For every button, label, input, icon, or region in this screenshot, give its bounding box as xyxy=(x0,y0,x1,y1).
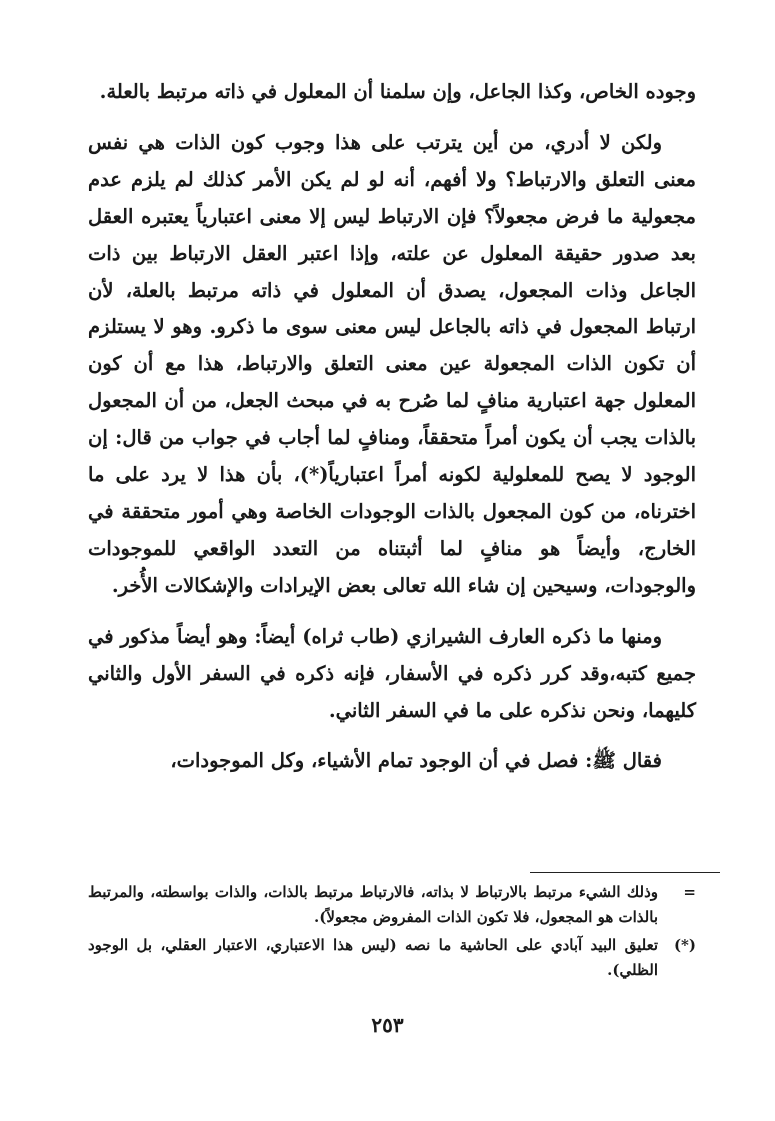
body-text xyxy=(88,74,696,780)
paragraph-main-argument: ولكن لا أدري، من أين يترتب على هذا وجوب كون الذات هي نفس معنى التعلق والارتباط؟ ولا أفهم، أنه لو لم يكن الأمر كذلك لم يلزم عدم مجعولية ما فرض مجعولاً؟ فإن الارتباط ليس إلا معنى اعتبارياً يعتبره العقل بعد صدور حقيقة المعلول عن علته، وإذا اعتبر العقل الارتباط بين ذات الجاعل وذات المجعول، يصدق أن المعلول في ذاته مرتبط بالعلة، لأن ارتباط المجعول في ذاته بالجاعل ليس معنى سوى ما ذكرو. وهو لا يستلزم أن تكون الذات المجعولة عين معنى التعلق والارتباط، هذا مع أن كون المعلول جهة اعتبارية منافٍ لما صُرح به في مبحث الجعل، من أن المجعول بالذات يجب أن يكون أمراً متحققاً، ومنافٍ لما أجاب في جواب من قال: إن الوجود لا يصح للمعلولية لكونه أمراً اعتبارياً(*)، بأن هذا لا يرد على ما اخترناه، من كون المجعول بالذات الوجودات الخاصة وهي أمور متحققة في الخارج، وأيضاً هو منافٍ لما أثبتناه من التعدد الواقعي للموجودات والوجودات، وسيحين إن شاء الله تعالى بعض الإيرادات والإشكالات الأُخر. xyxy=(88,130,696,597)
footnote-item xyxy=(88,880,696,930)
footnote-mark: (*) xyxy=(673,936,696,954)
footnote-item xyxy=(88,933,696,983)
paragraph-continuation: وجوده الخاص، وكذا الجاعل، وإن سلمنا أن المعلول في ذاته مرتبط بالعلة. xyxy=(99,80,696,103)
paragraph-shirazi: ومنها ما ذكره العارف الشيرازي (طاب ثراه) أيضاً: وهو أيضاً مذكور في جميع كتبه،وقد كرر ذكره في الأسفار، فإنه ذكره في السفر الأول والثاني كليهما، ونحن نذكره على ما في السفر الثاني. xyxy=(88,624,696,722)
paragraph-quote: فقال ﷺ: فصل في أن الوجود تمام الأشياء، وكل الموجودات، xyxy=(170,749,662,773)
footnotes xyxy=(88,880,696,983)
footnote-text: تعليق البيد آبادي على الحاشية ما نصه (ليس هذا الاعتباري، الاعتبار العقلي، بل الوجود الظلي). xyxy=(88,936,658,979)
page-number: ٢٥٣ xyxy=(371,1013,404,1037)
footnote-separator xyxy=(530,872,720,873)
footnote-mark: = xyxy=(683,883,696,901)
footnote-text: وذلك الشيء مرتبط بالارتباط لا بذاته، فالارتباط مرتبط بالذات، والذات بواسطته، والمرتبط بالذات هو المجعول، فلا تكون الذات المفروض مجعولاً). xyxy=(88,883,658,926)
